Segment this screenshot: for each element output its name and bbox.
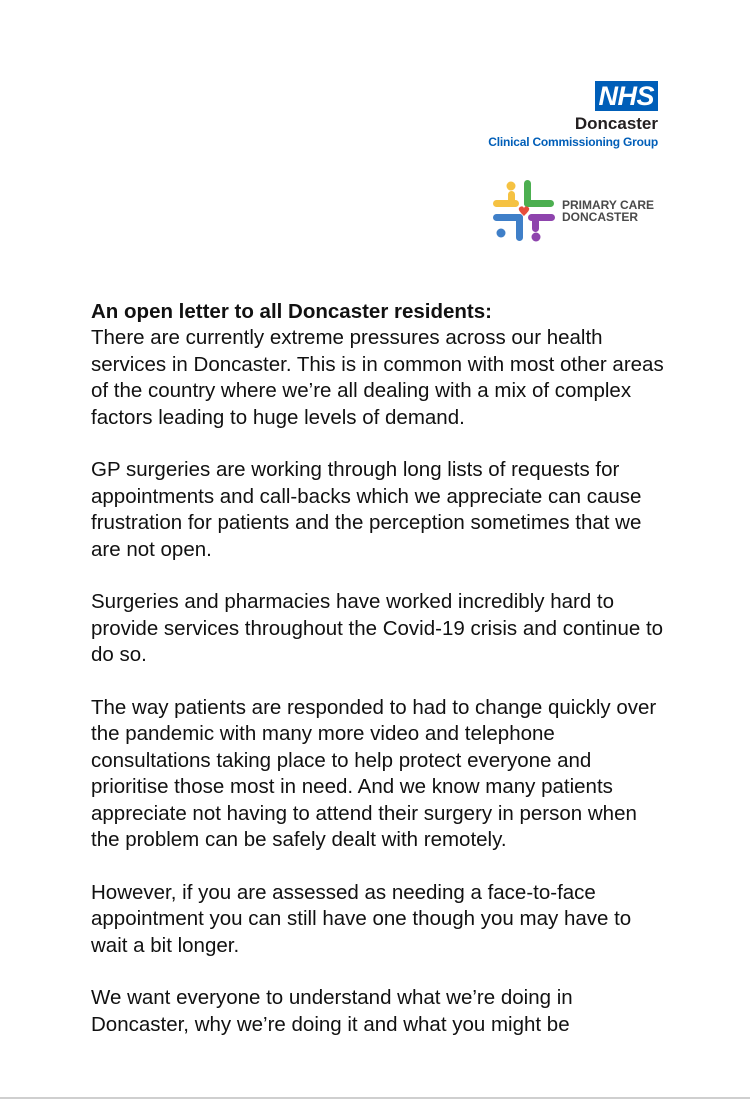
primary-care-line2: DONCASTER xyxy=(562,210,639,224)
primary-care-line1: PRIMARY CARE xyxy=(562,198,655,212)
letter-body xyxy=(91,299,671,1065)
primary-care-wordmark xyxy=(562,199,654,223)
letter-paragraph: The way patients are responded to had to change quickly over the pandemic with many more video and telephone consultations taking place to help protect everyone and prioritise those most in need. And we know many patients appreciate not having to attend their surgery in person when the problem can be safely dealt with remotely. xyxy=(91,696,657,852)
letter-paragraph: There are currently extreme pressures across our health services in Doncaster. This is in common with most other areas of the country where we’re all dealing with a mix of complex factors leading to huge levels of demand. xyxy=(91,326,664,429)
letter-paragraph: Surgeries and pharmacies have worked incredibly hard to provide services throughout the Covid-19 crisis and continue to do so. xyxy=(91,590,664,667)
primary-care-logo xyxy=(491,178,654,244)
letter-paragraph: GP surgeries are working through long lists of requests for appointments and call-backs which we appreciate can cause frustration for patients and the perception sometimes that we are not open. xyxy=(91,458,642,561)
letter-heading: An open letter to all Doncaster residents: xyxy=(91,300,492,323)
nhs-org-name: Doncaster xyxy=(574,114,658,133)
nhs-org-subtitle: Clinical Commissioning Group xyxy=(488,135,658,149)
letter-paragraph: We want everyone to understand what we’re doing in Doncaster, why we’re doing it and what you might be xyxy=(91,986,573,1036)
letter-paragraph: However, if you are assessed as needing a face-to-face appointment you can still have one though you may have to wait a bit longer. xyxy=(91,880,632,957)
nhs-doncaster-logo xyxy=(488,81,658,150)
nhs-badge: NHS xyxy=(595,81,658,111)
primary-care-cross-icon xyxy=(491,178,557,244)
